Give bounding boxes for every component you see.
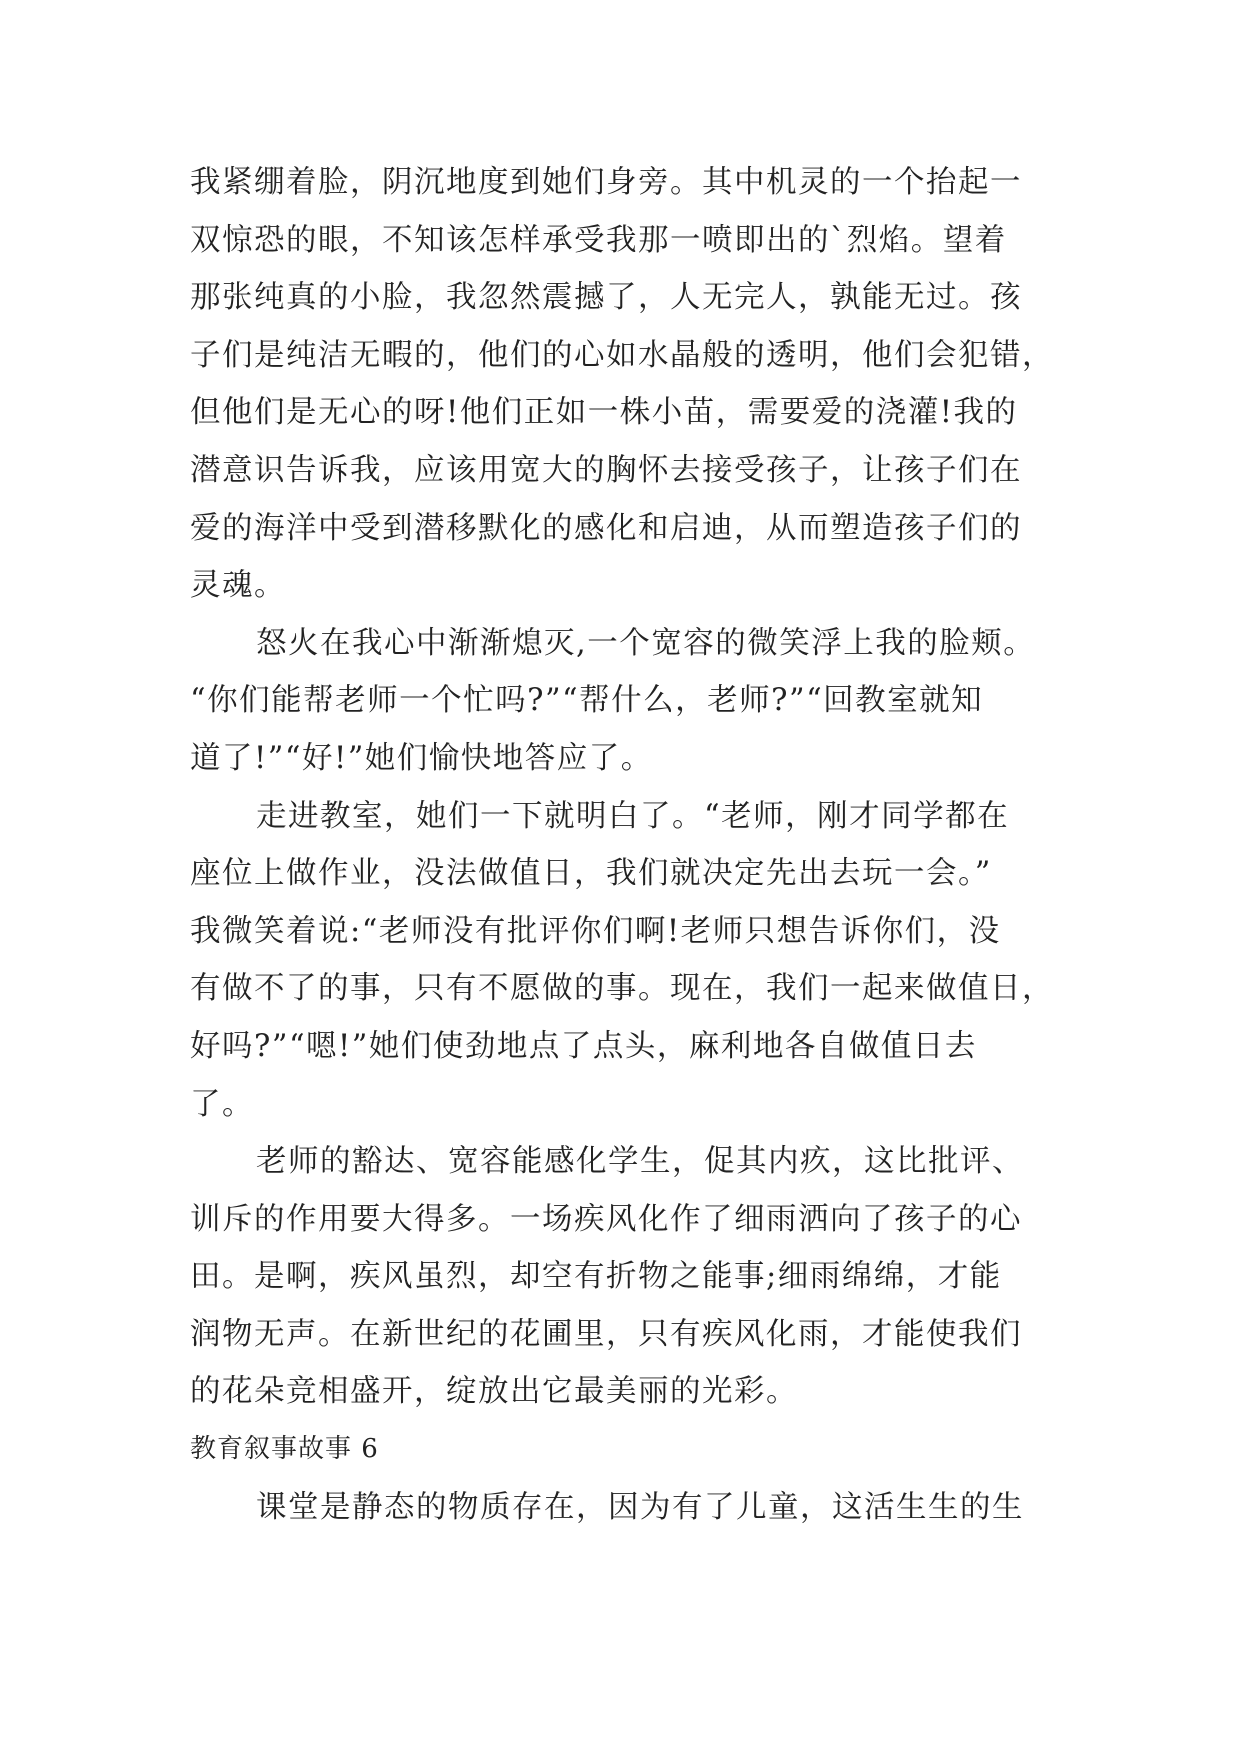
text-line: 老师的豁达、宽容能感化学生，促其内疚，这比批评、 xyxy=(256,1144,1024,1180)
text-line: 但他们是无心的呀!他们正如一株小苗，需要爱的浇灌!我的 xyxy=(190,395,1018,431)
text-line: 润物无声。在新世纪的花圃里，只有疾风化雨，才能使我们 xyxy=(190,1316,1022,1352)
paragraph-2 xyxy=(190,615,1070,788)
paragraph-1 xyxy=(190,154,1070,615)
text-line: 我紧绷着脸，阴沉地度到她们身旁。其中机灵的一个抬起一 xyxy=(190,165,1022,200)
text-line: 的花朵竞相盛开，绽放出它最美丽的光彩。 xyxy=(190,1374,798,1410)
text-line: 课堂是静态的物质存在，因为有了儿童，这活生生的生 xyxy=(256,1489,1024,1525)
text-line: 道了!”“好!”她们愉快地答应了。 xyxy=(190,740,653,776)
text-line: 爱的海洋中受到潜移默化的感化和启迪，从而塑造孩子们的 xyxy=(190,510,1022,546)
section-heading xyxy=(190,1421,1070,1479)
text-line: 好吗?”“嗯!”她们使劲地点了点头，麻利地各自做值日去 xyxy=(190,1028,977,1064)
text-line: 走进教室，她们一下就明白了。“老师，刚才同学都在 xyxy=(256,798,1010,834)
text-line: 了。 xyxy=(190,1086,254,1122)
text-line: 潜意识告诉我，应该用宽大的胸怀去接受孩子，让孩子们在 xyxy=(190,452,1022,488)
text-line: 座位上做作业，没法做值日，我们就决定先出去玩一会。” xyxy=(190,856,992,892)
section-title: 教育叙事故事 6 xyxy=(190,1434,379,1465)
text-line: 有做不了的事，只有不愿做的事。现在，我们一起来做值日， xyxy=(190,971,1054,1007)
document-body xyxy=(190,154,1070,1536)
text-line: 双惊恐的眼，不知该怎样承受我那一喷即出的`烈焰。望着 xyxy=(190,222,1007,258)
text-line: 子们是纯洁无暇的，他们的心如水晶般的透明，他们会犯错， xyxy=(190,337,1054,373)
paragraph-3 xyxy=(190,788,1070,1134)
text-line: 我微笑着说:“老师没有批评你们啊!老师只想告诉你们，没 xyxy=(190,913,1001,949)
text-line: 那张纯真的小脸，我忽然震撼了，人无完人，孰能无过。孩 xyxy=(190,280,1022,316)
text-line: 训斥的作用要大得多。一场疾风化作了细雨洒向了孩子的心 xyxy=(190,1201,1022,1237)
paragraph-5 xyxy=(190,1479,1070,1537)
text-line: “你们能帮老师一个忙吗?”“帮什么，老师?”“回教室就知 xyxy=(190,683,984,719)
text-line: 灵魂。 xyxy=(190,568,286,604)
text-line: 怒火在我心中渐渐熄灭,一个宽容的微笑浮上我的脸颊。 xyxy=(256,625,1036,661)
text-line: 田。是啊，疾风虽烈，却空有折物之能事;细雨绵绵，才能 xyxy=(190,1259,1002,1295)
paragraph-4 xyxy=(190,1133,1070,1421)
